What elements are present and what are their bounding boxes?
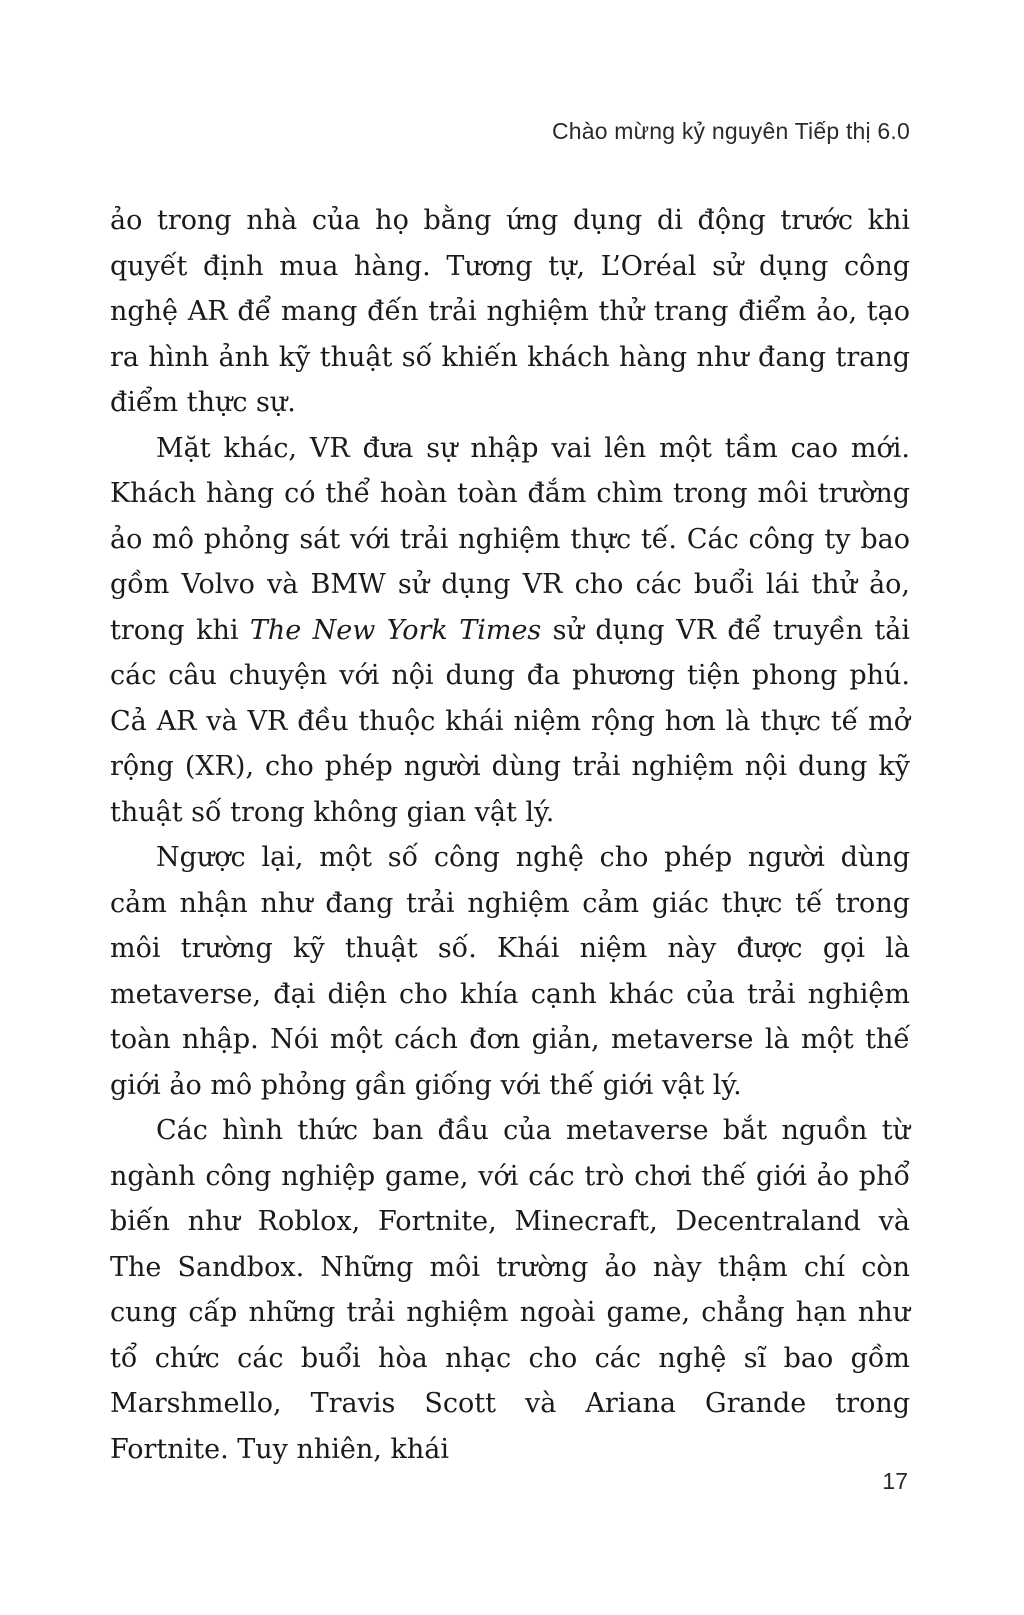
paragraph-4: Các hình thức ban đầu của metaverse bắt nguồn từ ngành công nghiệp game, với các trò chơi thế giới ảo phổ biến như Roblox, Fortnite, Minecraft, Decentraland và The Sandbox. Những môi trường ảo này thậm chí còn cung cấp những trải nghiệm ngoài game, chẳng hạn như tổ chức các buổi hòa nhạc cho các nghệ sĩ bao gồm Marshmello, Travis Scott và Ariana Grande trong Fortnite. Tuy nhiên, khái [110,1115,910,1465]
paragraph-2-text-before: Mặt khác, VR đưa sự nhập vai lên một tầm cao mới. Khách hàng có thể hoàn toàn đắm chìm trong môi trường ảo mô phỏng sát với trải nghiệm thực tế. Các công ty bao gồm Volvo và BMW sử dụng VR cho các buổi lái thử ảo, trong khi [110,432,910,646]
running-header: Chào mừng kỷ nguyên Tiếp thị 6.0 [551,118,910,144]
paragraph-2 [110,426,910,836]
page-number: 17 [882,1468,908,1494]
paragraph-2-text-after: sử dụng VR để truyền tải các câu chuyện với nội dung đa phương tiện phong phú. Cả AR và VR đều thuộc khái niệm rộng hơn là thực tế mở rộng (XR), cho phép người dùng trải nghiệm nội dung kỹ thuật số trong không gian vật lý. [110,614,910,828]
paragraph-1: ảo trong nhà của họ bằng ứng dụng di động trước khi quyết định mua hàng. Tương tự, L’Oréal sử dụng công nghệ AR để mang đến trải nghiệm thử trang điểm ảo, tạo ra hình ảnh kỹ thuật số khiến khách hàng như đang trang điểm thực sự. [110,205,910,418]
publication-title: The New York Times [249,614,542,646]
body-text [110,198,910,1472]
paragraph-3: Ngược lại, một số công nghệ cho phép người dùng cảm nhận như đang trải nghiệm cảm giác thực tế trong môi trường kỹ thuật số. Khái niệm này được gọi là metaverse, đại diện cho khía cạnh khác của trải nghiệm toàn nhập. Nói một cách đơn giản, metaverse là một thế giới ảo mô phỏng gần giống với thế giới vật lý. [110,842,910,1101]
